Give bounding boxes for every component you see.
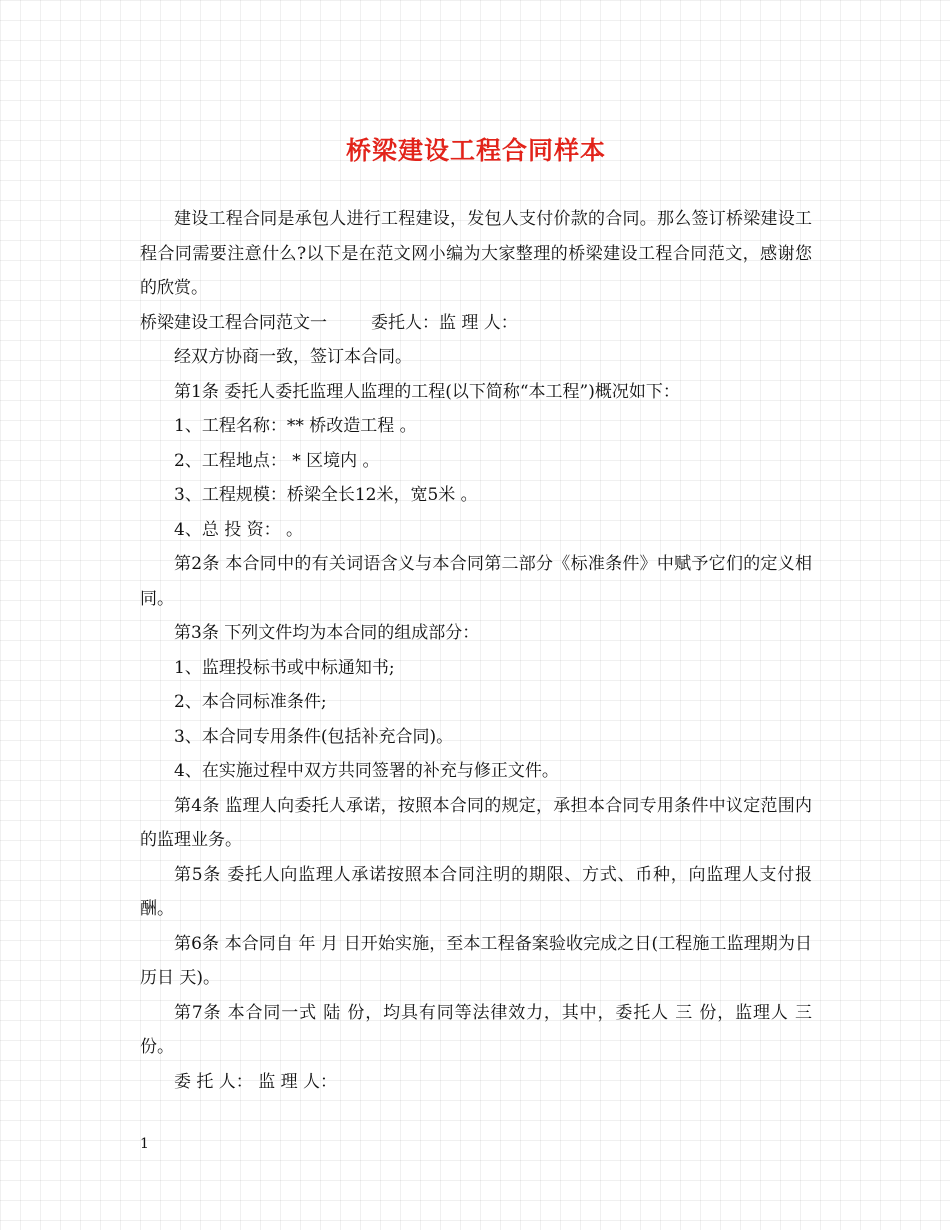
article-2: 第2条 本合同中的有关词语含义与本合同第二部分《标准条件》中赋予它们的定义相同。 <box>140 554 812 609</box>
list-item: 2、工程地点： * 区境内 。 <box>174 450 380 471</box>
list-item: 3、本合同专用条件(包括补充合同)。 <box>174 726 454 747</box>
signature-line: 委 托 人： 监 理 人： <box>174 1071 338 1092</box>
article-1: 第1条 委托人委托监理人监理的工程(以下简称“本工程”)概况如下： <box>174 381 680 402</box>
article-7: 第7条 本合同一式 陆 份，均具有同等法律效力，其中，委托人 三 份，监理人 三 份。 <box>140 1002 812 1057</box>
paragraph: 经双方协商一致，签订本合同。 <box>174 347 412 367</box>
article-5: 第5条 委托人向监理人承诺按照本合同注明的期限、方式、币种，向监理人支付报酬。 <box>140 864 812 919</box>
document-page <box>140 0 812 1230</box>
document-body <box>140 202 812 1099</box>
list-item: 3、工程规模：桥梁全长12米，宽5米 。 <box>174 485 478 505</box>
list-item: 1、监理投标书或中标通知书; <box>174 657 395 678</box>
sample-heading: 桥梁建设工程合同范文一 <box>140 312 327 333</box>
list-item: 1、工程名称：** 桥改造工程 。 <box>174 416 417 436</box>
page-number: 1 <box>140 1136 149 1152</box>
document-title: 桥梁建设工程合同样本 <box>345 136 606 165</box>
list-item: 4、在实施过程中双方共同签署的补充与修正文件。 <box>174 761 559 781</box>
sample-heading-line <box>140 306 812 341</box>
intro-paragraph: 建设工程合同是承包人进行工程建设，发包人支付价款的合同。那么签订桥梁建设工程合同需要注意什么?以下是在范文网小编为大家整理的桥梁建设工程合同范文，感谢您的欣赏。 <box>140 209 812 298</box>
article-6: 第6条 本合同自 年 月 日开始实施，至本工程备案验收完成之日(工程施工监理期为日历日 天)。 <box>140 933 812 988</box>
article-4: 第4条 监理人向委托人承诺，按照本合同的规定，承担本合同专用条件中议定范围内的监理业务。 <box>140 795 812 850</box>
list-item: 2、本合同标准条件; <box>174 692 327 712</box>
list-item: 4、总 投 资： 。 <box>174 519 304 540</box>
article-3: 第3条 下列文件均为本合同的组成部分： <box>174 623 480 643</box>
parties-line: 委托人：监 理 人： <box>371 312 518 333</box>
